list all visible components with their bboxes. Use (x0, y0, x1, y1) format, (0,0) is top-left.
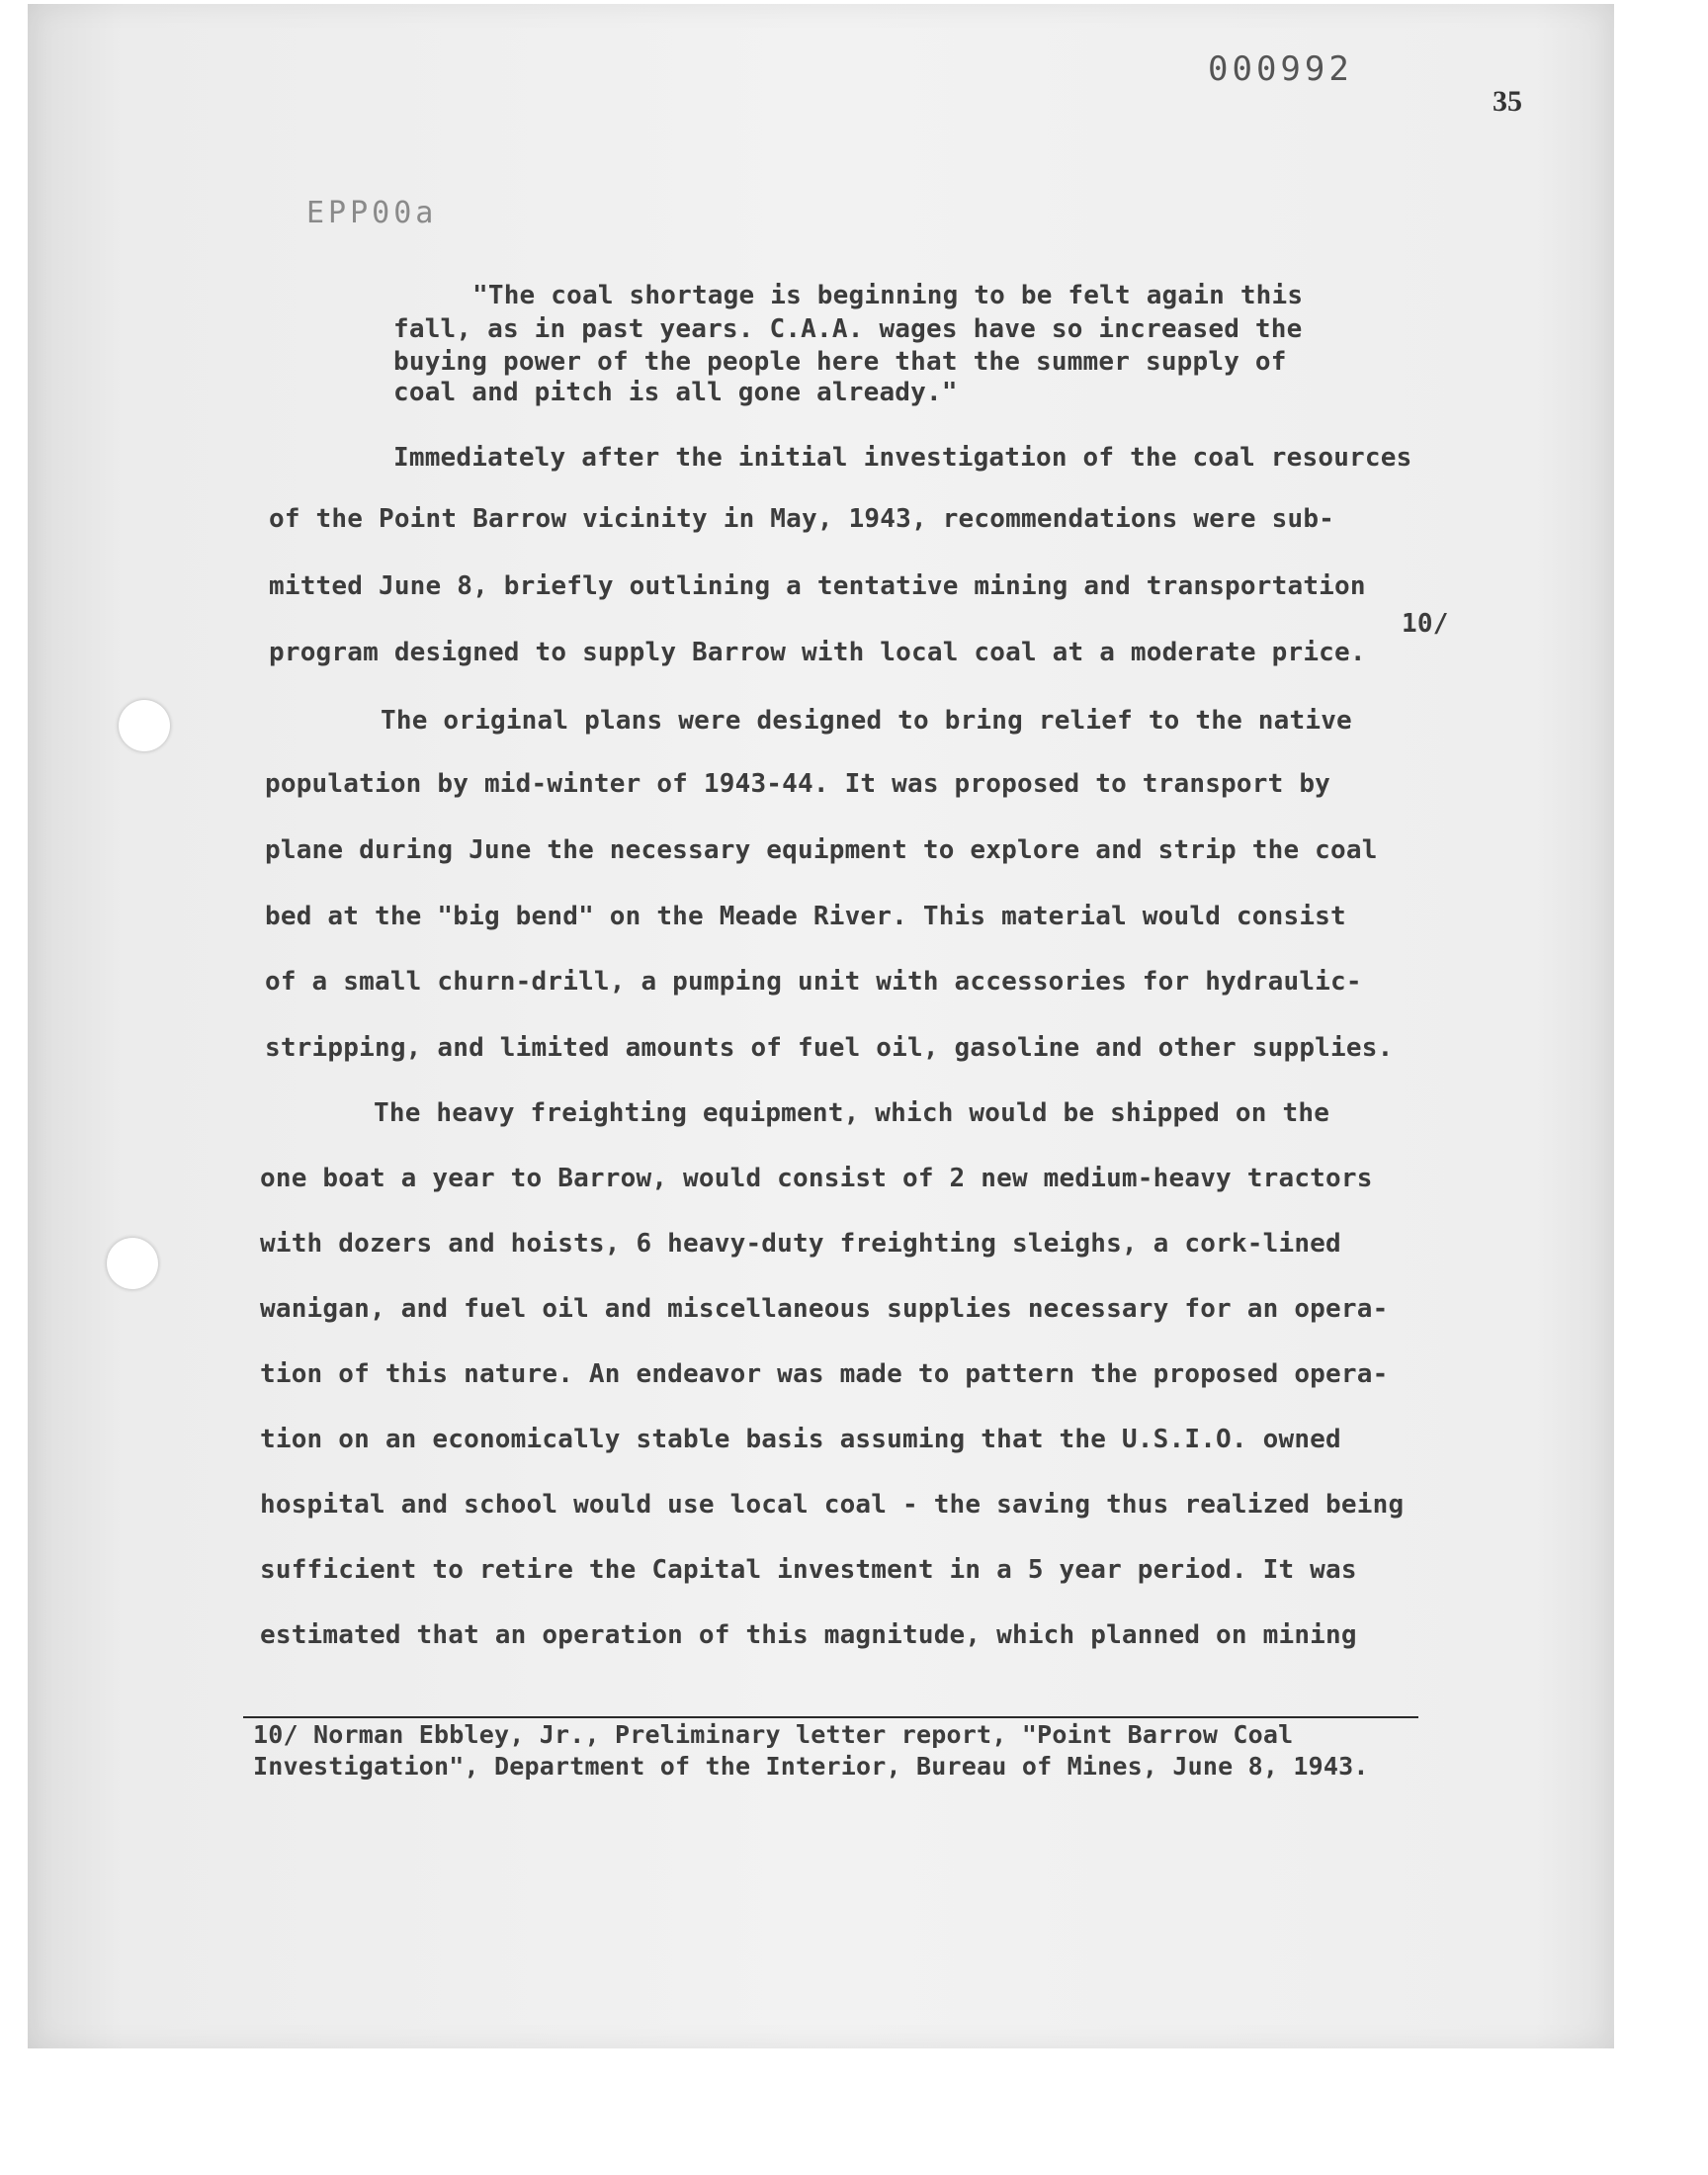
body-line: sufficient to retire the Capital investment in a 5 year period. It was (260, 1555, 1357, 1585)
body-line: hospital and school would use local coal - the saving thus realized being (260, 1490, 1405, 1520)
quote-line: coal and pitch is all gone already." (393, 378, 958, 407)
footnote-line: Investigation", Department of the Interior, Bureau of Mines, June 8, 1943. (253, 1752, 1369, 1781)
quote-line: fall, as in past years. C.A.A. wages have so increased the (393, 314, 1303, 344)
body-line: tion on an economically stable basis assuming that the U.S.I.O. owned (260, 1425, 1341, 1454)
body-line: of the Point Barrow vicinity in May, 1943, recommendations were sub- (269, 504, 1335, 534)
punch-hole (119, 700, 170, 751)
body-line: with dozers and hoists, 6 heavy-duty freighting sleighs, a cork-lined (260, 1229, 1341, 1259)
body-line: plane during June the necessary equipment to explore and strip the coal (265, 835, 1378, 865)
body-line: mitted June 8, briefly outlining a tentative mining and transportation (269, 571, 1366, 601)
document-id-stamp: 000992 (1208, 49, 1353, 89)
page-number: 35 (1493, 85, 1522, 118)
body-line: tion of this nature. An endeavor was made to pattern the proposed opera- (260, 1359, 1389, 1389)
punch-hole (107, 1238, 158, 1289)
body-line: The original plans were designed to bring relief to the native (381, 706, 1352, 736)
handwritten-id: EPP00a (306, 196, 438, 230)
body-line: estimated that an operation of this magnitude, which planned on mining (260, 1620, 1357, 1650)
body-line: stripping, and limited amounts of fuel oil, gasoline and other supplies. (265, 1033, 1394, 1063)
body-line: of a small churn-drill, a pumping unit with accessories for hydraulic- (265, 967, 1362, 997)
footnote-separator (243, 1716, 1418, 1718)
footnote-reference: 10/ (1402, 609, 1449, 639)
quote-line: buying power of the people here that the summer supply of (393, 347, 1287, 377)
body-line: population by mid-winter of 1943-44. It was proposed to transport by (265, 769, 1331, 799)
body-line: bed at the "big bend" on the Meade River. This material would consist (265, 902, 1346, 931)
body-line: one boat a year to Barrow, would consist of 2 new medium-heavy tractors (260, 1164, 1373, 1193)
body-line: program designed to supply Barrow with local coal at a moderate price. (269, 638, 1366, 667)
body-line: wanigan, and fuel oil and miscellaneous supplies necessary for an opera- (260, 1294, 1389, 1324)
footnote-line: 10/ Norman Ebbley, Jr., Preliminary letter report, "Point Barrow Coal (253, 1720, 1294, 1749)
body-line: The heavy freighting equipment, which would be shipped on the (374, 1098, 1330, 1128)
body-line: Immediately after the initial investigation of the coal resources (393, 443, 1412, 473)
quote-line: "The coal shortage is beginning to be felt again this (472, 281, 1304, 310)
